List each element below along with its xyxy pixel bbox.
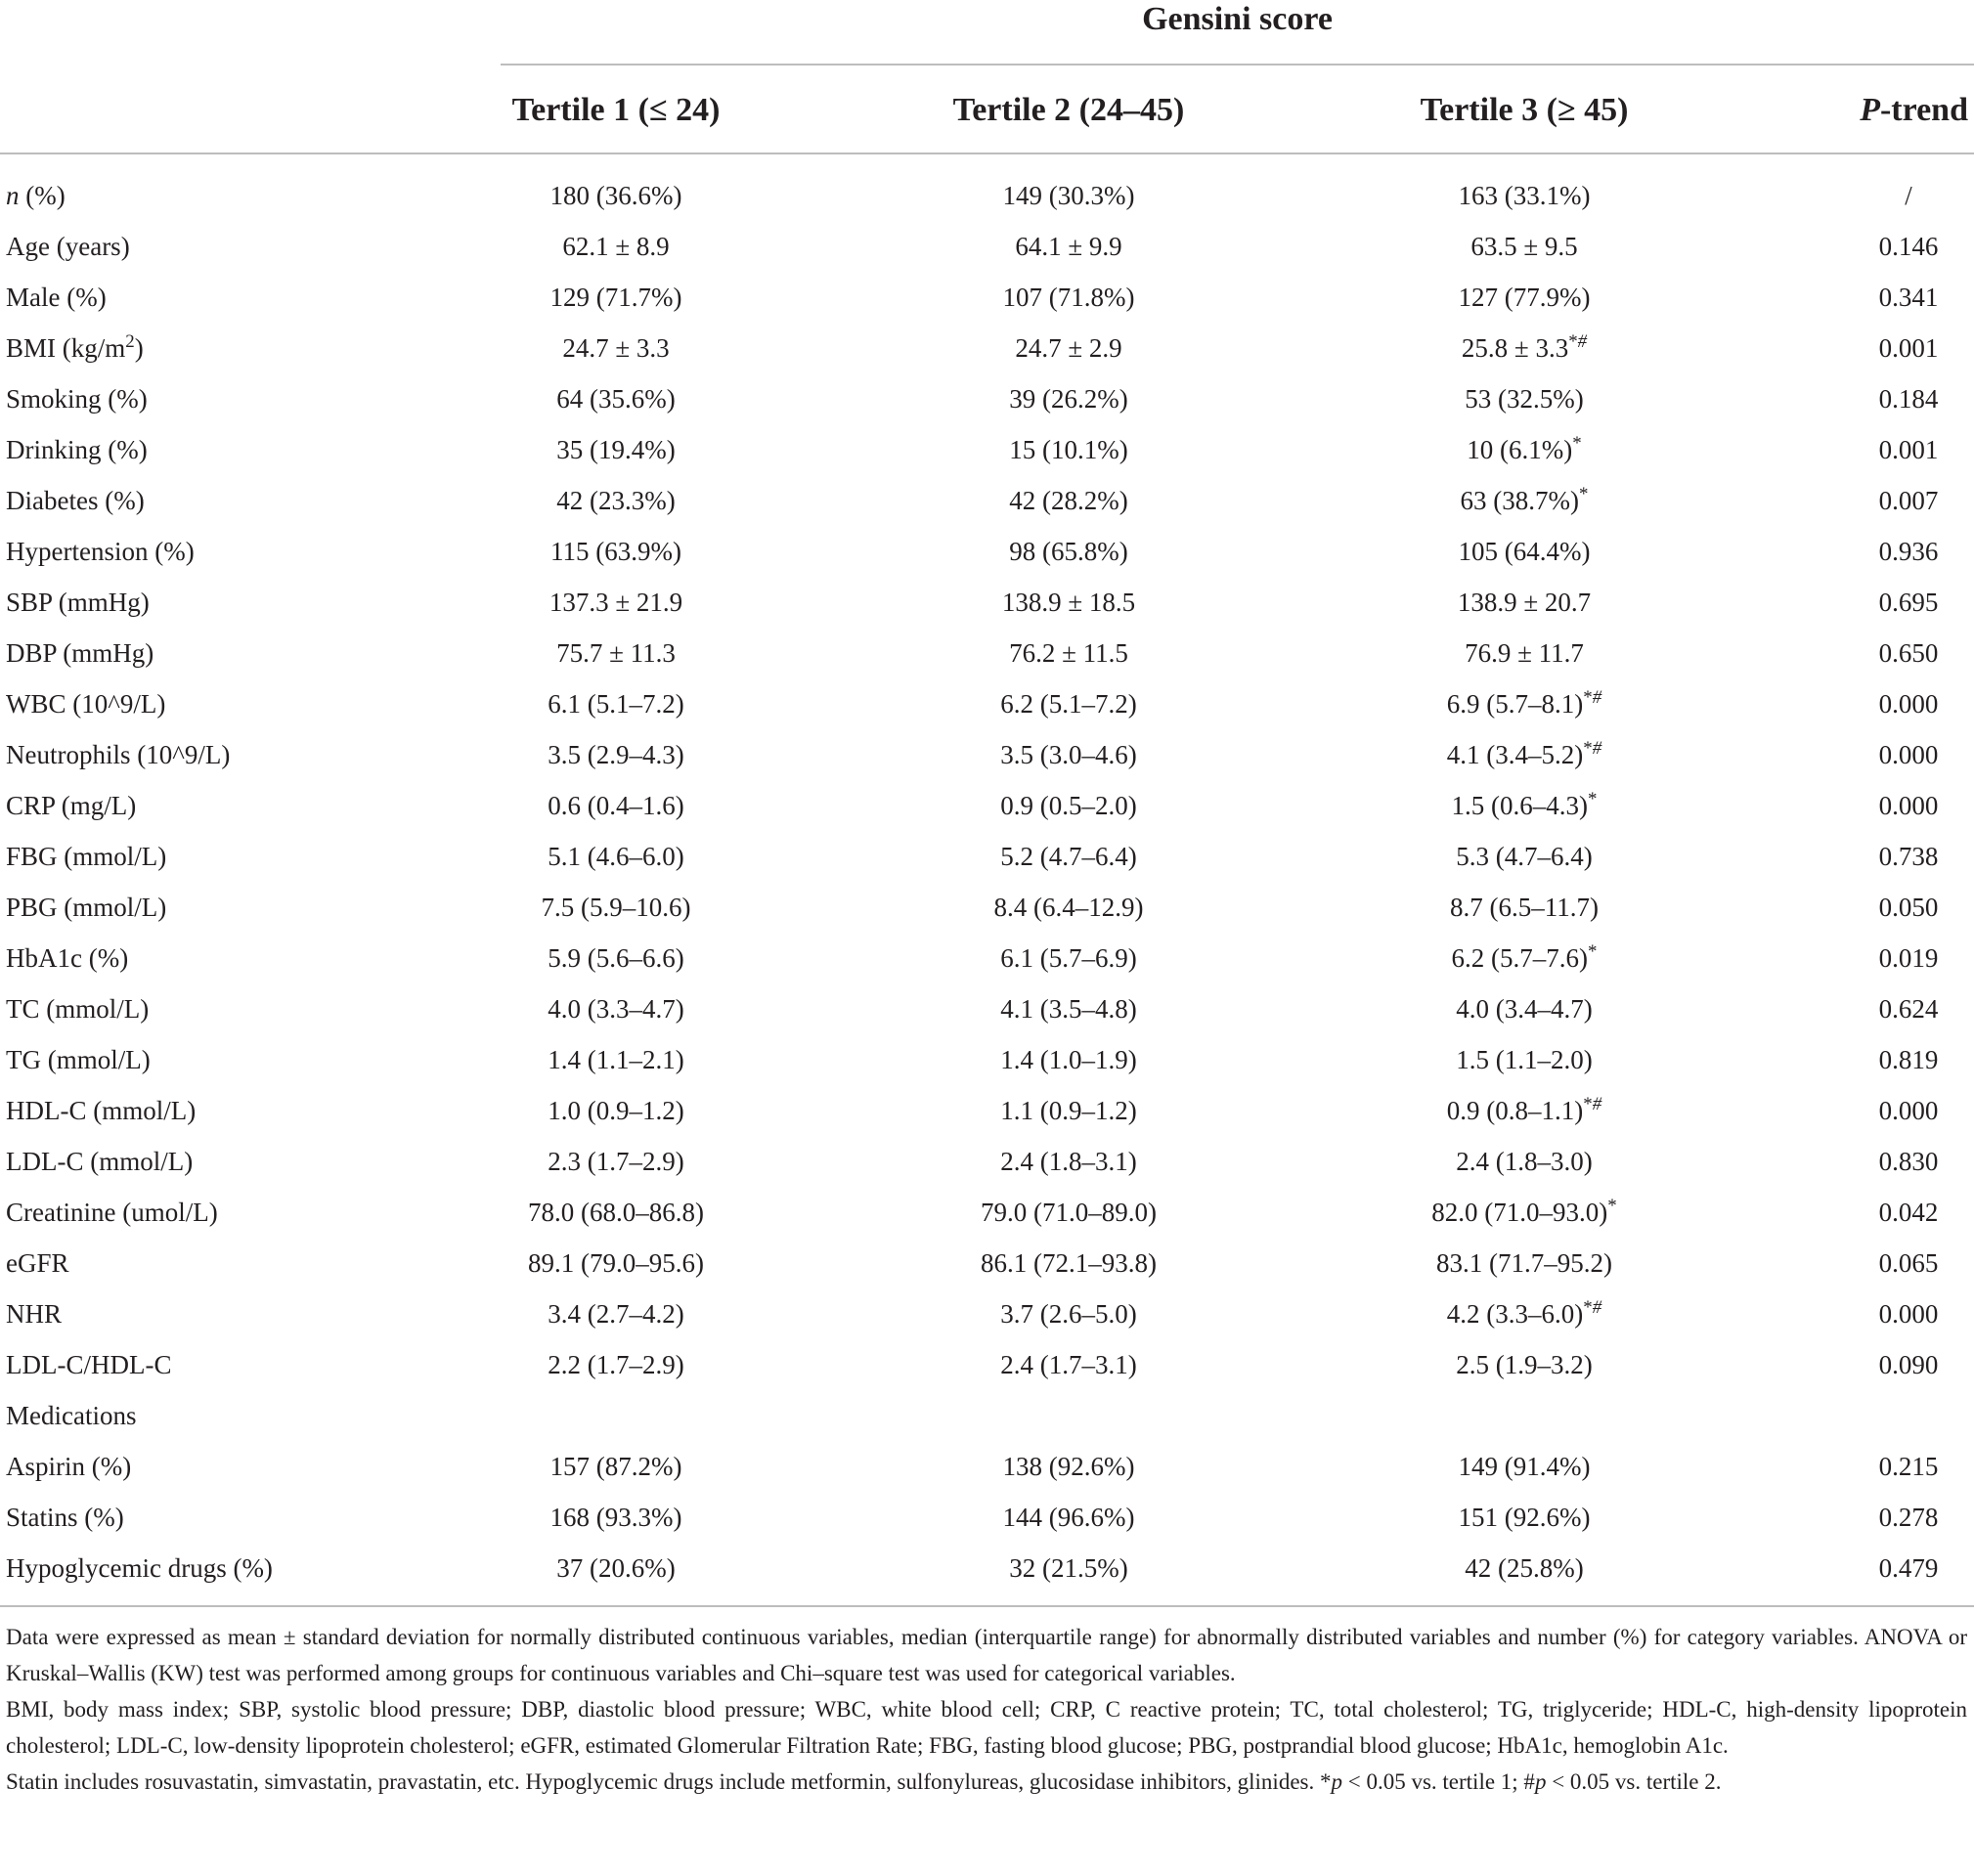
- cell-tertile-1: 180 (36.6%): [549, 181, 682, 210]
- cell-tertile-1: 78.0 (68.0–86.8): [528, 1198, 704, 1227]
- cell-tertile-3: 1.5 (1.1–2.0): [1456, 1045, 1593, 1074]
- row-label: Smoking (%): [6, 384, 148, 414]
- table-row: [0, 780, 1974, 831]
- cell-p-trend: [1811, 1390, 1974, 1441]
- row-label: CRP (mg/L): [6, 791, 137, 820]
- cell-tertile-1: 4.0 (3.3–4.7): [548, 994, 684, 1024]
- cell-tertile-2: 24.7 ± 2.9: [1015, 333, 1122, 363]
- cell-p-trend: 0.830: [1878, 1147, 1939, 1176]
- cell-tertile-1: 129 (71.7%): [549, 283, 682, 312]
- row-label: eGFR: [6, 1248, 69, 1278]
- cell-tertile-3: 105 (64.4%): [1458, 537, 1591, 566]
- cell-tertile-2: 6.2 (5.1–7.2): [1000, 689, 1137, 719]
- row-label: Creatinine (umol/L): [6, 1198, 218, 1227]
- cell-tertile-3: 0.9 (0.8–1.1)*#: [1446, 1094, 1602, 1125]
- cell-tertile-2: 149 (30.3%): [1002, 181, 1135, 210]
- cell-tertile-3: 2.4 (1.8–3.0): [1456, 1147, 1593, 1176]
- cell-p-trend: 0.819: [1878, 1045, 1939, 1074]
- cell-tertile-2: 6.1 (5.7–6.9): [1000, 943, 1137, 973]
- cell-tertile-2: 32 (21.5%): [1009, 1553, 1128, 1583]
- cell-tertile-3: 4.1 (3.4–5.2)*#: [1446, 738, 1602, 769]
- table-row: [0, 1085, 1974, 1136]
- cell-tertile-2: 1.1 (0.9–1.2): [1000, 1096, 1137, 1125]
- column-header-tertile-2: Tertile 2 (24–45): [952, 92, 1185, 128]
- cell-p-trend: 0.184: [1878, 384, 1939, 414]
- table-row: [0, 272, 1974, 323]
- cell-p-trend: 0.000: [1878, 1096, 1939, 1125]
- cell-tertile-1: 2.2 (1.7–2.9): [548, 1350, 684, 1379]
- cell-tertile-2: 3.7 (2.6–5.0): [1000, 1299, 1137, 1329]
- table-row: [0, 882, 1974, 933]
- row-label: Diabetes (%): [6, 486, 145, 515]
- cell-tertile-2: 138.9 ± 18.5: [1001, 588, 1136, 617]
- row-label: BMI $(kg/m^2)$: [6, 331, 144, 363]
- cell-tertile-1: 42 (23.3%): [556, 486, 676, 515]
- row-label: Age (years): [6, 232, 130, 261]
- cell-tertile-2: 3.5 (3.0–4.6): [1000, 740, 1137, 769]
- row-label: Aspirin (%): [6, 1452, 132, 1481]
- cell-tertile-2: 79.0 (71.0–89.0): [981, 1198, 1157, 1227]
- row-label: HDL-C (mmol/L): [6, 1096, 197, 1125]
- cell-p-trend: 0.146: [1878, 232, 1939, 261]
- p-trend-suffix: -trend: [1879, 92, 1968, 128]
- cell-tertile-3: 5.3 (4.7–6.4): [1456, 842, 1593, 871]
- row-label: TG (mmol/L): [6, 1045, 151, 1074]
- cell-tertile-2: 86.1 (72.1–93.8): [981, 1248, 1157, 1278]
- table-row: [0, 424, 1974, 475]
- cell-p-trend: 0.341: [1878, 283, 1939, 312]
- column-header-p-trend: [1740, 86, 1974, 135]
- cell-p-trend: 0.650: [1878, 638, 1939, 668]
- table-row: [0, 1238, 1974, 1288]
- cell-tertile-3: 127 (77.9%): [1458, 283, 1591, 312]
- cell-tertile-1: 24.7 ± 3.3: [562, 333, 670, 363]
- cell-p-trend: 0.050: [1878, 893, 1939, 922]
- cell-tertile-2: 76.2 ± 11.5: [1009, 638, 1128, 668]
- cell-tertile-3: 8.7 (6.5–11.7): [1450, 893, 1599, 922]
- row-label: Neutrophils (10^9/L): [6, 740, 231, 769]
- table-row: [0, 1339, 1974, 1390]
- row-label: Drinking (%): [6, 435, 148, 464]
- cell-tertile-3: 25.8 ± 3.3*#: [1461, 331, 1588, 363]
- cell-tertile-2: 2.4 (1.7–3.1): [1000, 1350, 1137, 1379]
- cell-tertile-2: 42 (28.2%): [1009, 486, 1128, 515]
- cell-p-trend: 0.000: [1878, 740, 1939, 769]
- row-label: Hypertension (%): [6, 537, 195, 566]
- row-label: TC (mmol/L): [6, 994, 150, 1024]
- p-trend-italic: P: [1860, 92, 1880, 128]
- row-label: HbA1c (%): [6, 943, 129, 973]
- header-rule: [0, 153, 1974, 154]
- cell-tertile-3: 149 (91.4%): [1458, 1452, 1591, 1481]
- cell-tertile-1: 168 (93.3%): [549, 1503, 682, 1532]
- cell-tertile-2: 8.4 (6.4–12.9): [993, 893, 1144, 922]
- cell-tertile-2: 64.1 ± 9.9: [1015, 232, 1122, 261]
- cell-tertile-1: 3.4 (2.7–4.2): [548, 1299, 684, 1329]
- cell-tertile-1: 157 (87.2%): [549, 1452, 682, 1481]
- table-row: [0, 831, 1974, 882]
- row-label: WBC (10^9/L): [6, 689, 166, 719]
- cell-p-trend: 0.695: [1878, 588, 1939, 617]
- column-header-tertile-3: Tertile 3 (≥ 45): [1420, 92, 1629, 128]
- row-label: Statins (%): [6, 1503, 124, 1532]
- group-header-rule: [501, 64, 1974, 65]
- table-row: [0, 1187, 1974, 1238]
- cell-tertile-1: 89.1 (79.0–95.6): [528, 1248, 704, 1278]
- cell-tertile-1: 137.3 ± 21.9: [548, 588, 683, 617]
- cell-tertile-2: 144 (96.6%): [1002, 1503, 1135, 1532]
- cell-tertile-3: 83.1 (71.7–95.2): [1436, 1248, 1612, 1278]
- cell-p-trend: 0.479: [1878, 1553, 1939, 1583]
- cell-p-trend: 0.738: [1878, 842, 1939, 871]
- table-row: [0, 933, 1974, 983]
- cell-tertile-3: 1.5 (0.6–4.3)*: [1451, 789, 1598, 820]
- table-row: [0, 170, 1974, 221]
- cell-tertile-2: 15 (10.1%): [1009, 435, 1128, 464]
- table-row: [0, 729, 1974, 780]
- table-row: [0, 1288, 1974, 1339]
- row-label: FBG (mmol/L): [6, 842, 167, 871]
- table-row: [0, 526, 1974, 577]
- row-label: SBP (mmHg): [6, 588, 150, 617]
- cell-p-trend: 0.000: [1878, 1299, 1939, 1329]
- row-label: Male (%): [6, 283, 107, 312]
- table-row: [0, 1441, 1974, 1492]
- cell-tertile-2: [873, 1390, 1264, 1441]
- table-row: [0, 323, 1974, 373]
- row-label: n (%): [6, 181, 66, 210]
- cell-tertile-1: 1.4 (1.1–2.1): [548, 1045, 684, 1074]
- cell-p-trend: 0.215: [1878, 1452, 1939, 1481]
- cell-tertile-1: 35 (19.4%): [556, 435, 676, 464]
- cell-tertile-1: 2.3 (1.7–2.9): [548, 1147, 684, 1176]
- cell-p-trend: 0.019: [1878, 943, 1939, 973]
- row-label: LDL-C (mmol/L): [6, 1147, 194, 1176]
- cell-p-trend: 0.000: [1878, 689, 1939, 719]
- cell-tertile-2: 4.1 (3.5–4.8): [1000, 994, 1137, 1024]
- cell-tertile-3: [1329, 1390, 1720, 1441]
- cell-p-trend: 0.042: [1878, 1198, 1939, 1227]
- table-row: [0, 983, 1974, 1034]
- cell-p-trend: 0.065: [1878, 1248, 1939, 1278]
- cell-p-trend: 0.624: [1878, 994, 1939, 1024]
- cell-tertile-3: 76.9 ± 11.7: [1465, 638, 1584, 668]
- cell-tertile-1: 3.5 (2.9–4.3): [548, 740, 684, 769]
- table-row: [0, 1543, 1974, 1593]
- cell-tertile-3: 63 (38.7%)*: [1460, 484, 1589, 515]
- cell-p-trend: 0.090: [1878, 1350, 1939, 1379]
- cell-p-trend: 0.001: [1878, 435, 1939, 464]
- cell-tertile-3: 10 (6.1%)*: [1467, 433, 1582, 464]
- table-row: [0, 1136, 1974, 1187]
- table-row: [0, 373, 1974, 424]
- cell-tertile-1: [420, 1390, 812, 1441]
- cell-tertile-3: 138.9 ± 20.7: [1457, 588, 1592, 617]
- table-footnotes: [6, 1619, 1967, 1800]
- cell-tertile-2: 39 (26.2%): [1009, 384, 1128, 414]
- cell-tertile-2: 1.4 (1.0–1.9): [1000, 1045, 1137, 1074]
- cell-tertile-3: 163 (33.1%): [1458, 181, 1591, 210]
- row-label: DBP (mmHg): [6, 638, 154, 668]
- table-row: [0, 1390, 1974, 1441]
- table-row: [0, 1034, 1974, 1085]
- table-bottom-rule: [0, 1605, 1974, 1607]
- cell-tertile-1: 115 (63.9%): [550, 537, 681, 566]
- cell-p-trend: 0.007: [1878, 486, 1939, 515]
- row-label: Hypoglycemic drugs (%): [6, 1553, 273, 1583]
- cell-tertile-1: 1.0 (0.9–1.2): [548, 1096, 684, 1125]
- cell-tertile-3: 4.0 (3.4–4.7): [1456, 994, 1593, 1024]
- row-label: LDL-C/HDL-C: [6, 1350, 172, 1379]
- cell-p-trend: 0.936: [1878, 537, 1939, 566]
- footnote-medications: Statin includes rosuvastatin, simvastatin, pravastatin, etc. Hypoglycemic drugs include metformin, sulfonylureas, glucosidase inhibitors, glinides. *p < 0.05 vs. tertile 1; #p < 0.05 vs. tertile 2.: [6, 1769, 1722, 1794]
- table-row: [0, 678, 1974, 729]
- group-header: Gensini score: [1142, 1, 1333, 37]
- cell-tertile-2: 107 (71.8%): [1002, 283, 1135, 312]
- cell-tertile-1: 5.1 (4.6–6.0): [548, 842, 684, 871]
- table-row: [0, 577, 1974, 628]
- cell-tertile-2: 5.2 (4.7–6.4): [1000, 842, 1137, 871]
- row-label: PBG (mmol/L): [6, 893, 167, 922]
- table-row: [0, 221, 1974, 272]
- cell-tertile-3: 151 (92.6%): [1458, 1503, 1591, 1532]
- cell-tertile-3: 42 (25.8%): [1465, 1553, 1584, 1583]
- table-row: [0, 1492, 1974, 1543]
- cell-tertile-3: 2.5 (1.9–3.2): [1456, 1350, 1593, 1379]
- cell-tertile-3: 82.0 (71.0–93.0)*: [1431, 1196, 1617, 1227]
- cell-tertile-1: 75.7 ± 11.3: [556, 638, 676, 668]
- cell-tertile-1: 37 (20.6%): [556, 1553, 676, 1583]
- cell-p-trend: 0.001: [1878, 333, 1939, 363]
- footnote-abbreviations: BMI, body mass index; SBP, systolic blood pressure; DBP, diastolic blood pressure; WBC, white blood cell; CRP, C reactive protein; TC, total cholesterol; TG, triglyceride; HDL-C, high-density lipoprotein cholesterol; LDL-C, low-density lipoprotein cholesterol; eGFR, estimated Glomerular Filtration Rate; FBG, fasting blood glucose; PBG, postprandial blood glucose; HbA1c, hemoglobin A1c.: [6, 1697, 1967, 1758]
- cell-p-trend: /: [1905, 181, 1912, 210]
- cell-tertile-2: 98 (65.8%): [1009, 537, 1128, 566]
- cell-tertile-2: 2.4 (1.8–3.1): [1000, 1147, 1137, 1176]
- cell-tertile-3: 6.2 (5.7–7.6)*: [1451, 941, 1598, 973]
- table-row: [0, 628, 1974, 678]
- cell-tertile-3: 53 (32.5%): [1465, 384, 1584, 414]
- cell-tertile-3: 6.9 (5.7–8.1)*#: [1446, 687, 1602, 719]
- cell-tertile-2: 138 (92.6%): [1002, 1452, 1135, 1481]
- footnote-statistics: Data were expressed as mean ± standard deviation for normally distributed continuous variables, median (interquartile range) for abnormally distributed variables and number (%) for category variables. ANOVA or Kruskal–Wallis (KW) test was performed among groups for continuous variables and Chi–square test was used for categorical variables.: [6, 1625, 1967, 1685]
- cell-p-trend: 0.278: [1878, 1503, 1939, 1532]
- row-label: Medications: [6, 1401, 137, 1430]
- column-header-tertile-1: Tertile 1 (≤ 24): [511, 92, 721, 128]
- cell-tertile-3: 63.5 ± 9.5: [1470, 232, 1578, 261]
- cell-tertile-2: 0.9 (0.5–2.0): [1000, 791, 1137, 820]
- cell-tertile-1: 6.1 (5.1–7.2): [548, 689, 684, 719]
- row-label: NHR: [6, 1299, 63, 1329]
- cell-tertile-1: 7.5 (5.9–10.6): [541, 893, 691, 922]
- cell-tertile-3: 4.2 (3.3–6.0)*#: [1446, 1297, 1602, 1329]
- table-row: [0, 475, 1974, 526]
- cell-tertile-1: 0.6 (0.4–1.6): [548, 791, 684, 820]
- cell-tertile-1: 5.9 (5.6–6.6): [548, 943, 684, 973]
- cell-p-trend: 0.000: [1878, 791, 1939, 820]
- cell-tertile-1: 64 (35.6%): [556, 384, 676, 414]
- cell-tertile-1: 62.1 ± 8.9: [562, 232, 670, 261]
